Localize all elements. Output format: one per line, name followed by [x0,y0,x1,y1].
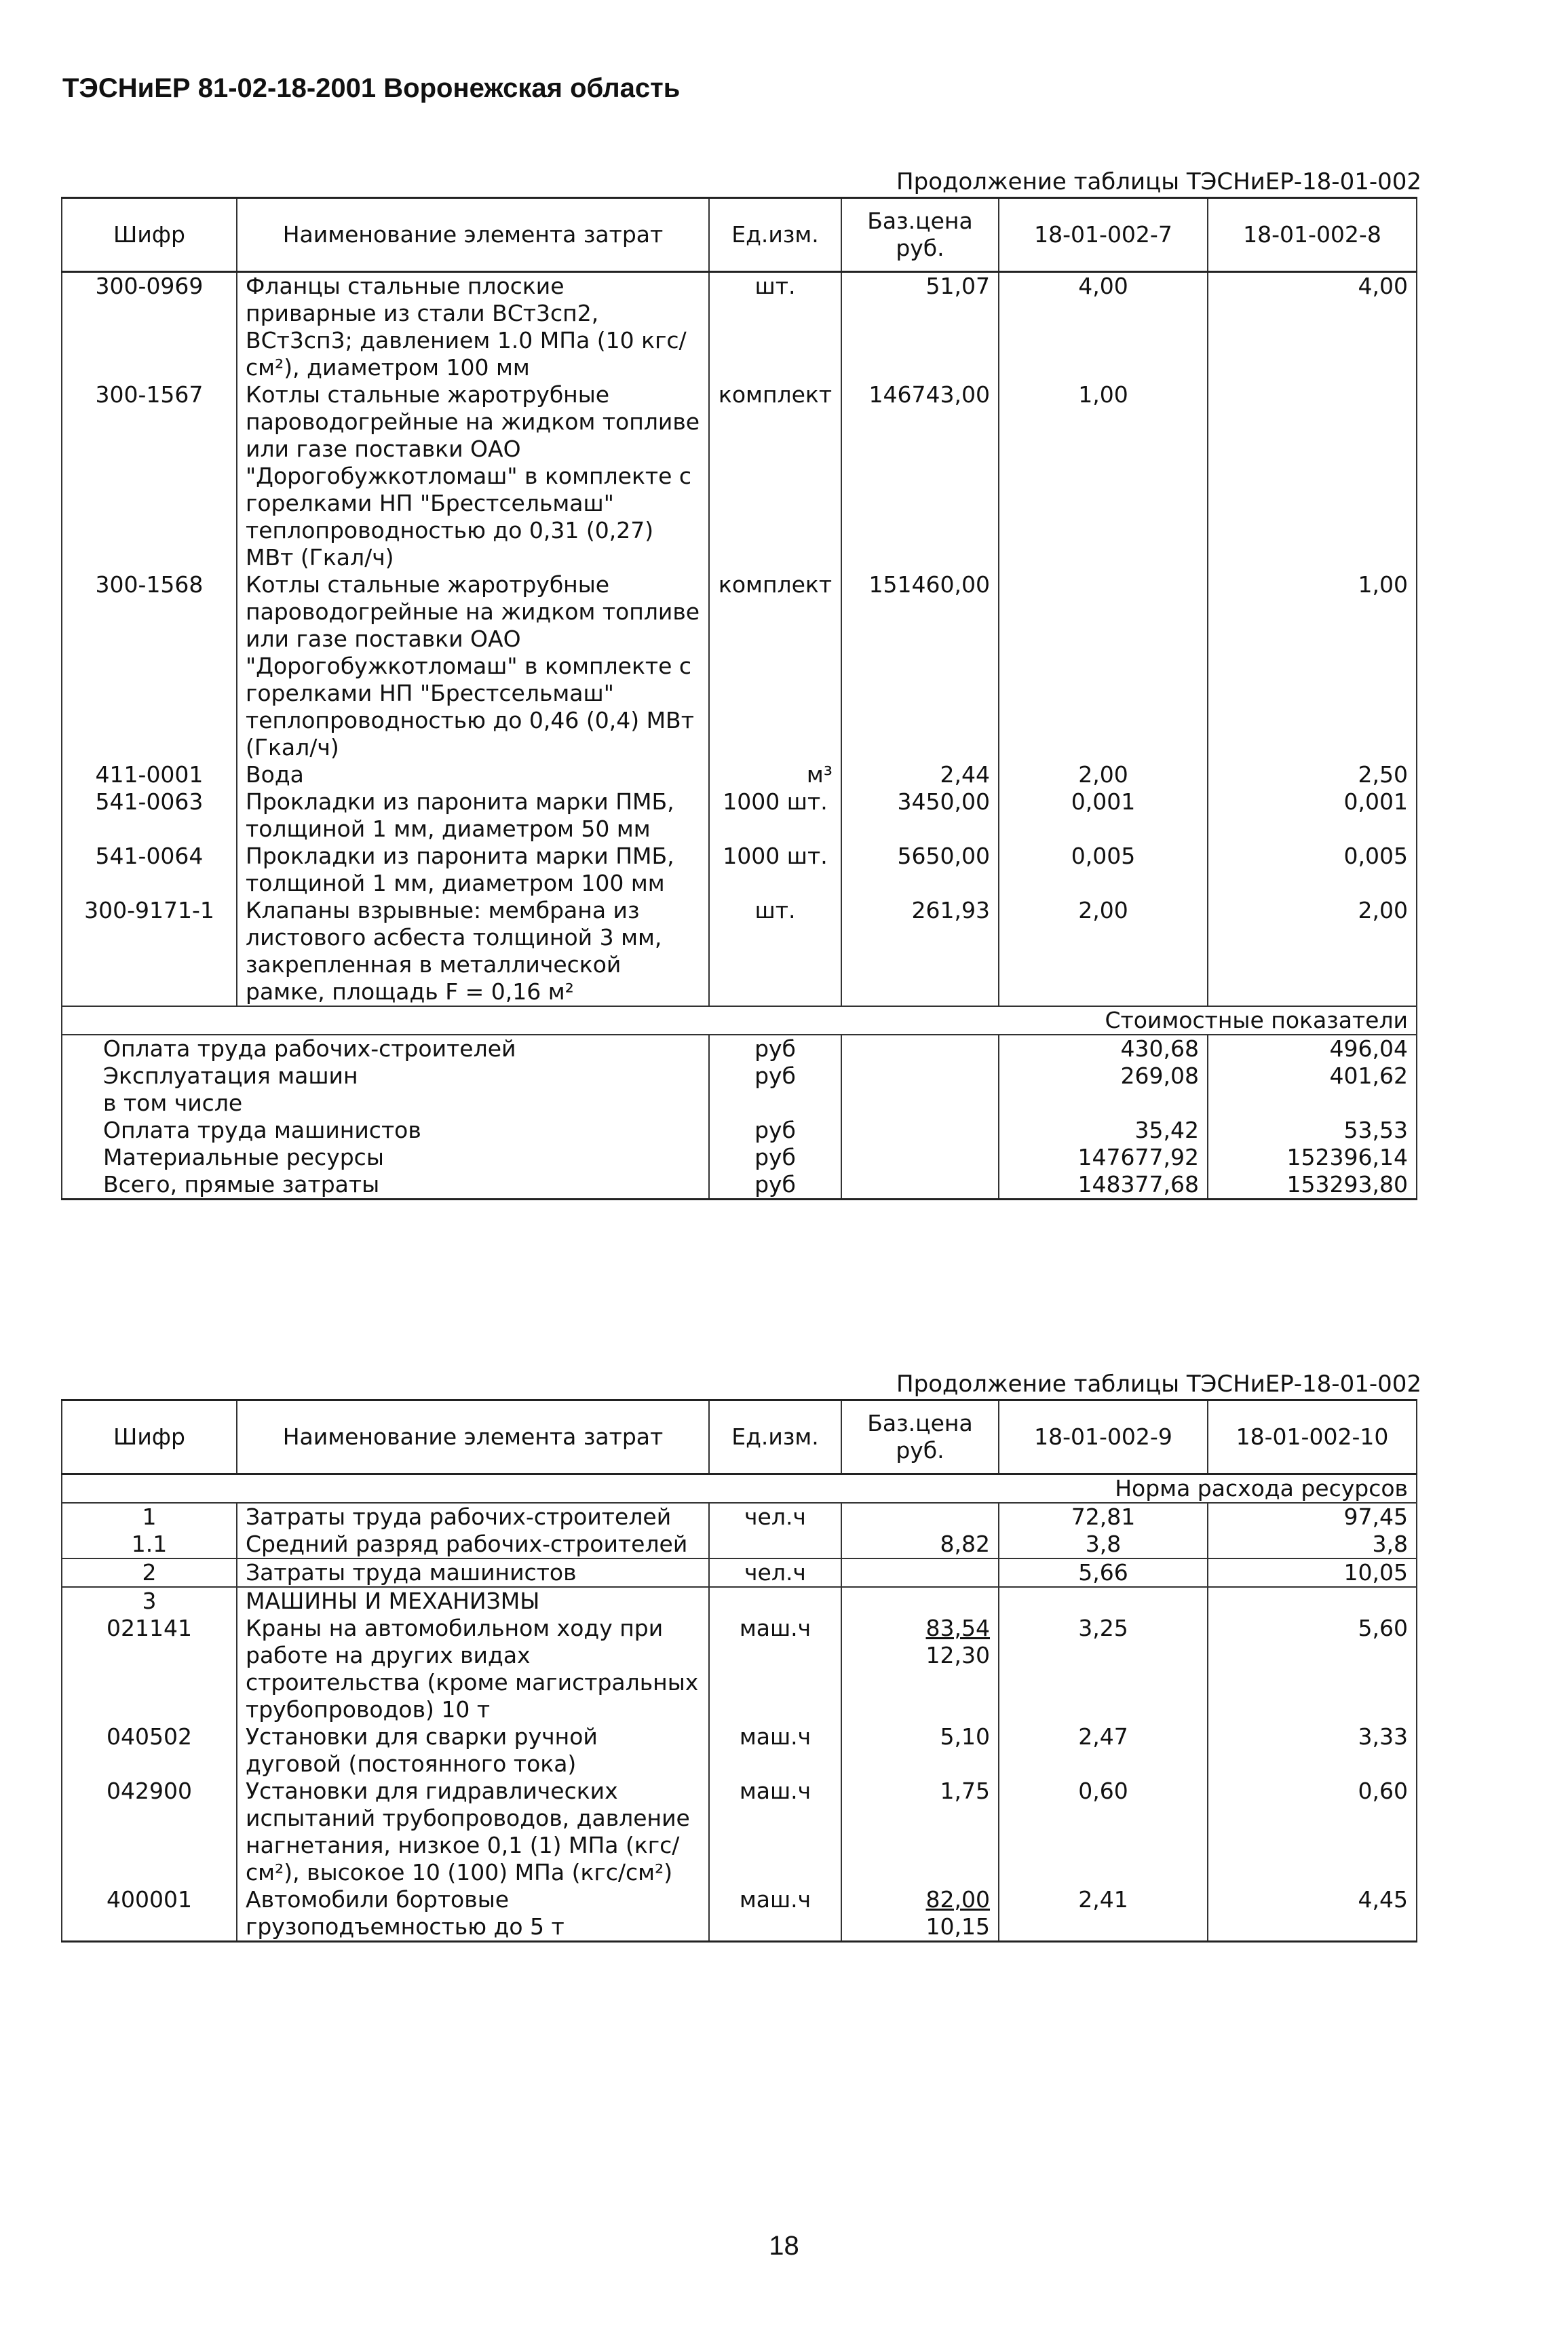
row-price [841,1503,999,1531]
table-row [62,1558,1417,1587]
row-value-9: 5,66 [999,1558,1208,1587]
row-unit: шт. [709,272,841,382]
row-value-10: 97,45 [1208,1503,1417,1531]
row-price: 2,44 [841,761,999,788]
row-price [841,1886,999,1942]
cost-empty [841,1144,999,1171]
col-header-norm-10: 18-01-002-10 [1208,1400,1417,1474]
col-header-unit: Ед.изм. [709,198,841,272]
cost-row [62,1171,1417,1200]
cost-unit [709,1090,841,1117]
row-name: Фланцы стальные плоские приварные из стали ВСт3сп2, ВСт3сп3; давлением 1.0 МПа (10 кгс/см²), диаметром 100 мм [237,272,709,382]
row-name: Краны на автомобильном ходу при работе на других видах строительства (кроме магистральных трубопроводов) 10 т [237,1615,709,1723]
cost-row [62,1144,1417,1171]
table-row [62,843,1417,897]
row-value-10: 3,33 [1208,1723,1417,1778]
cost-value-7: 35,42 [999,1117,1208,1144]
row-code: 1.1 [62,1531,237,1558]
cost-row [62,1035,1417,1063]
row-unit: комплект [709,571,841,761]
cost-value-7: 430,68 [999,1035,1208,1063]
row-name: Автомобили бортовые грузоподъемностью до 5 т [237,1886,709,1942]
cost-empty [841,1171,999,1200]
cost-value-7: 147677,92 [999,1144,1208,1171]
row-code: 021141 [62,1615,237,1723]
row-value-9: 3,25 [999,1615,1208,1723]
row-name: Установки для сварки ручной дуговой (постоянного тока) [237,1723,709,1778]
cost-empty [841,1117,999,1144]
document-title: ТЭСНиЕР 81-02-18-2001 Воронежская область [62,73,681,103]
row-price: 5,10 [841,1723,999,1778]
row-value-8: 1,00 [1208,571,1417,761]
row-value-8: 2,00 [1208,897,1417,1006]
resources-table-1 [61,197,1417,1200]
table1-header-row [62,198,1417,272]
row-value-10: 5,60 [1208,1615,1417,1723]
row-value-7: 2,00 [999,761,1208,788]
row-value-9: 2,41 [999,1886,1208,1942]
col-header-name: Наименование элемента затрат [237,198,709,272]
cost-empty [841,1063,999,1090]
row-unit [709,1587,841,1615]
table-row [62,272,1417,382]
cost-value-8 [1208,1090,1417,1117]
row-unit: маш.ч [709,1723,841,1778]
row-value-7: 2,00 [999,897,1208,1006]
col-header-norm-7: 18-01-002-7 [999,198,1208,272]
row-value-9 [999,1587,1208,1615]
cost-empty [841,1035,999,1063]
resources-table-2 [61,1399,1417,1943]
table2-header-row [62,1400,1417,1474]
row-unit: чел.ч [709,1558,841,1587]
row-price-main: 83,54 [925,1615,990,1641]
row-code: 042900 [62,1778,237,1886]
table1-continuation-caption: Продолжение таблицы ТЭСНиЕР-18-01-002 [896,168,1421,195]
row-value-9: 3,8 [999,1531,1208,1558]
cost-label: Всего, прямые затраты [62,1171,709,1200]
col-header-code: Шифр [62,1400,237,1474]
table-row [62,1778,1417,1886]
row-value-8 [1208,381,1417,571]
row-code: 3 [62,1587,237,1615]
cost-unit: руб [709,1117,841,1144]
row-value-8: 4,00 [1208,272,1417,382]
row-name: Вода [237,761,709,788]
row-price: 261,93 [841,897,999,1006]
row-value-9: 0,60 [999,1778,1208,1886]
row-code: 541-0063 [62,788,237,843]
col-header-name: Наименование элемента затрат [237,1400,709,1474]
row-unit: маш.ч [709,1615,841,1723]
row-price [841,1587,999,1615]
row-value-10: 10,05 [1208,1558,1417,1587]
row-value-9: 72,81 [999,1503,1208,1531]
row-price: 151460,00 [841,571,999,761]
row-value-7: 0,001 [999,788,1208,843]
cost-value-8: 152396,14 [1208,1144,1417,1171]
cost-value-8: 153293,80 [1208,1171,1417,1200]
row-code: 411-0001 [62,761,237,788]
cost-value-7: 269,08 [999,1063,1208,1090]
table-row [62,1615,1417,1723]
row-price: 5650,00 [841,843,999,897]
row-price-sub: 12,30 [925,1642,990,1668]
cost-row [62,1063,1417,1090]
row-value-7 [999,571,1208,761]
row-name: Прокладки из паронита марки ПМБ, толщиной 1 мм, диаметром 50 мм [237,788,709,843]
cost-unit: руб [709,1171,841,1200]
row-unit: маш.ч [709,1778,841,1886]
cost-label: Эксплуатация машин [62,1063,709,1090]
row-price [841,1615,999,1723]
row-unit: 1000 шт. [709,843,841,897]
cost-empty [841,1090,999,1117]
row-value-8: 2,50 [1208,761,1417,788]
cost-row [62,1090,1417,1117]
cost-value-8: 53,53 [1208,1117,1417,1144]
cost-label: Оплата труда рабочих-строителей [62,1035,709,1063]
row-code: 300-9171-1 [62,897,237,1006]
row-price: 146743,00 [841,381,999,571]
row-code: 2 [62,1558,237,1587]
table-row [62,761,1417,788]
row-price: 3450,00 [841,788,999,843]
row-unit: чел.ч [709,1503,841,1531]
row-value-8: 0,001 [1208,788,1417,843]
cost-section-header [62,1006,1417,1035]
row-price: 8,82 [841,1531,999,1558]
row-value-10: 0,60 [1208,1778,1417,1886]
table-row [62,1886,1417,1942]
row-name: Затраты труда рабочих-строителей [237,1503,709,1531]
table-row [62,897,1417,1006]
norm-section-label: Норма расхода ресурсов [62,1474,1417,1504]
row-unit: 1000 шт. [709,788,841,843]
row-unit: комплект [709,381,841,571]
row-name: Затраты труда машинистов [237,1558,709,1587]
row-code: 040502 [62,1723,237,1778]
col-header-price: Баз.цена руб. [841,198,999,272]
cost-value-8: 401,62 [1208,1063,1417,1090]
row-name: Клапаны взрывные: мембрана из листового асбеста толщиной 3 мм, закрепленная в металлической рамке, площадь F = 0,16 м² [237,897,709,1006]
row-value-7: 0,005 [999,843,1208,897]
cost-unit: руб [709,1063,841,1090]
cost-value-7: 148377,68 [999,1171,1208,1200]
row-name: МАШИНЫ И МЕХАНИЗМЫ [237,1587,709,1615]
row-value-10: 4,45 [1208,1886,1417,1942]
cost-label: в том числе [62,1090,709,1117]
row-unit: маш.ч [709,1886,841,1942]
col-header-code: Шифр [62,198,237,272]
table-row [62,1723,1417,1778]
row-code: 541-0064 [62,843,237,897]
row-code: 1 [62,1503,237,1531]
cost-value-8: 496,04 [1208,1035,1417,1063]
cost-value-7 [999,1090,1208,1117]
page-number: 18 [769,2231,799,2261]
table-row [62,571,1417,761]
row-price [841,1558,999,1587]
cost-unit: руб [709,1035,841,1063]
table-row [62,1531,1417,1558]
row-unit: шт. [709,897,841,1006]
row-price: 51,07 [841,272,999,382]
table-row [62,788,1417,843]
row-value-10: 3,8 [1208,1531,1417,1558]
row-code: 300-1568 [62,571,237,761]
row-price: 1,75 [841,1778,999,1886]
row-name: Котлы стальные жаротрубные пароводогрейные на жидком топливе или газе поставки ОАО "Дорогобужкотломаш" в комплекте с горелками НП "Брестсельмаш" теплопроводностью до 0,31 (0,27) МВт (Гкал/ч) [237,381,709,571]
cost-unit: руб [709,1144,841,1171]
table2-continuation-caption: Продолжение таблицы ТЭСНиЕР-18-01-002 [896,1371,1421,1398]
cost-row [62,1117,1417,1144]
row-value-7: 4,00 [999,272,1208,382]
row-code: 300-1567 [62,381,237,571]
row-value-10 [1208,1587,1417,1615]
row-name: Средний разряд рабочих-строителей [237,1531,709,1558]
cost-label: Оплата труда машинистов [62,1117,709,1144]
row-code: 300-0969 [62,272,237,382]
cost-section-label: Стоимостные показатели [62,1006,1417,1035]
row-name: Прокладки из паронита марки ПМБ, толщиной 1 мм, диаметром 100 мм [237,843,709,897]
col-header-price: Баз.цена руб. [841,1400,999,1474]
row-unit [709,1531,841,1558]
row-price-sub: 10,15 [925,1913,990,1940]
row-value-9: 2,47 [999,1723,1208,1778]
table-row [62,1503,1417,1531]
row-value-8: 0,005 [1208,843,1417,897]
table-row [62,381,1417,571]
norm-section-header [62,1474,1417,1504]
cost-label: Материальные ресурсы [62,1144,709,1171]
row-code: 400001 [62,1886,237,1942]
row-value-7: 1,00 [999,381,1208,571]
table-row [62,1587,1417,1615]
row-name: Котлы стальные жаротрубные пароводогрейные на жидком топливе или газе поставки ОАО "Дорогобужкотломаш" в комплекте с горелками НП "Брестсельмаш" теплопроводностью до 0,46 (0,4) МВт (Гкал/ч) [237,571,709,761]
col-header-norm-9: 18-01-002-9 [999,1400,1208,1474]
row-unit: м³ [709,761,841,788]
col-header-norm-8: 18-01-002-8 [1208,198,1417,272]
row-price-main: 82,00 [925,1886,990,1913]
col-header-unit: Ед.изм. [709,1400,841,1474]
row-name: Установки для гидравлических испытаний трубопроводов, давление нагнетания, низкое 0,1 (1) МПа (кгс/см²), высокое 10 (100) МПа (кгс/см²) [237,1778,709,1886]
